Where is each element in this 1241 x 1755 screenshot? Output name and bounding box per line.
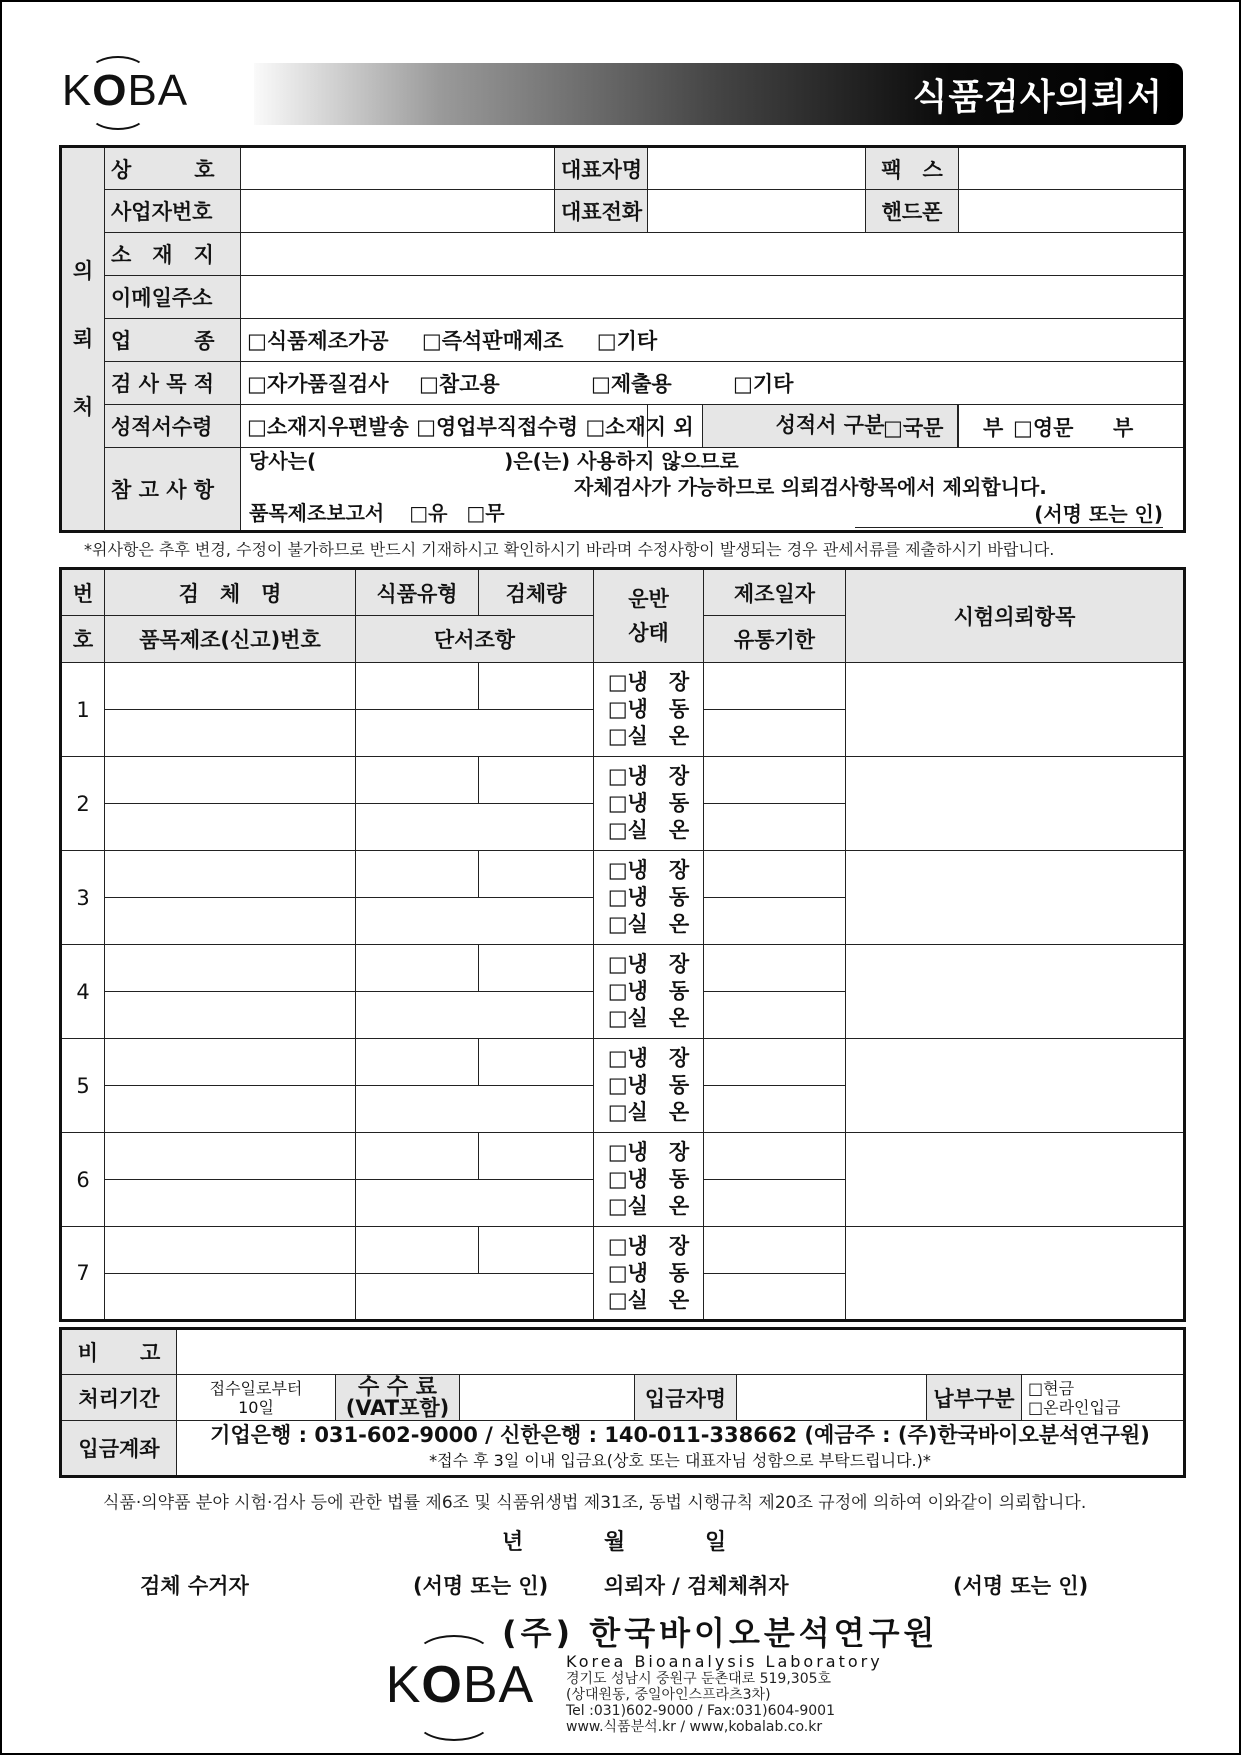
checkbox-industry-other[interactable]: □기타 (596, 329, 658, 353)
mfg-date-field[interactable] (704, 757, 846, 804)
expiry-field[interactable] (704, 1274, 846, 1321)
date-year[interactable]: 년 (502, 1530, 524, 1555)
checkbox-room-temp[interactable]: □실 온 (607, 818, 690, 842)
quantity-field[interactable] (479, 1133, 594, 1180)
label-industry: 업 종 (105, 319, 241, 362)
email-field[interactable] (241, 276, 1185, 319)
label-rep-phone: 대표전화 (555, 190, 648, 233)
sample-row (61, 1227, 1185, 1274)
report-no-field[interactable] (105, 1180, 356, 1227)
sample-number: 7 (61, 1227, 105, 1321)
report-no-field[interactable] (105, 710, 356, 757)
report-no-field[interactable] (105, 992, 356, 1039)
checkbox-food-manufacturing[interactable]: □식품제조가공 (247, 329, 389, 353)
sample-name-field[interactable] (105, 757, 356, 804)
logo-text: KOBA (61, 66, 189, 115)
checkbox-refrigerated[interactable]: □냉 장 (607, 952, 690, 976)
samples-table (59, 567, 1186, 1322)
logo-arc-bottom (90, 100, 146, 130)
quantity-field[interactable] (479, 757, 594, 804)
food-type-field[interactable] (356, 945, 479, 992)
requester-signature[interactable]: (서명 또는 인) (953, 1574, 1089, 1598)
fax-field[interactable] (959, 147, 1185, 190)
legal-statement: 식품·의약품 분야 시험·검사 등에 관한 법률 제6조 및 식품위생법 제31조, 동법 시행규칙 제20조 규정에 의하여 이와같이 의뢰합니다. (103, 1493, 1087, 1513)
header-quantity: 검체량 (479, 569, 594, 616)
clause-field[interactable] (356, 992, 594, 1039)
test-items-field[interactable] (846, 1039, 1185, 1133)
rep-phone-field[interactable] (648, 190, 866, 233)
label-report-receipt: 성적서수령 (105, 405, 241, 448)
header-clause: 단서조항 (356, 616, 594, 663)
fee-field[interactable] (460, 1375, 635, 1421)
mfg-date-field[interactable] (704, 851, 846, 898)
sample-number: 3 (61, 851, 105, 945)
label-report-type: 성적서 구분 (702, 405, 958, 447)
checkbox-cash[interactable]: □현금 (1028, 1378, 1075, 1398)
sample-name-field[interactable] (105, 1039, 356, 1086)
label-fax: 팩 스 (866, 147, 959, 190)
checkbox-room-temp[interactable]: □실 온 (607, 724, 690, 748)
label-company: 상 호 (105, 147, 241, 190)
expiry-field[interactable] (704, 710, 846, 757)
storage-options (594, 945, 704, 1039)
checkbox-reference[interactable]: □참고용 (419, 372, 500, 396)
page-title: 식품검사의뢰서 (912, 77, 1163, 118)
clause-field[interactable] (356, 804, 594, 851)
header-mfg-date: 제조일자 (704, 569, 846, 616)
food-type-field[interactable] (356, 1039, 479, 1086)
checkbox-report-yes[interactable]: □유 (409, 501, 448, 525)
quantity-field[interactable] (479, 1039, 594, 1086)
sample-number: 1 (61, 663, 105, 757)
payment-type-options (1022, 1375, 1185, 1421)
expiry-field[interactable] (704, 1086, 846, 1133)
remarks-field[interactable] (177, 1329, 1185, 1375)
company-name: (주) 한국바이오분석연구원 (502, 1614, 939, 1652)
sample-row (61, 663, 1185, 710)
title-banner (254, 63, 1183, 125)
mfg-date-field[interactable] (704, 1227, 846, 1274)
company-address-2: (상대원동, 중일아인스프라츠3차) (566, 1687, 771, 1703)
sample-name-field[interactable] (105, 663, 356, 710)
expiry-field[interactable] (704, 992, 846, 1039)
checkbox-frozen[interactable]: □냉 동 (607, 1073, 690, 1097)
industry-options (241, 319, 1185, 362)
logo-text: KOBA (385, 1656, 535, 1714)
depositor-field[interactable] (737, 1375, 927, 1421)
account-info: 기업은행 : 031-602-9000 / 신한은행 : 140-011-338662 (예금주 : (주)한국바이오분석연구원) *접수 후 3일 이내 입금요(상호 또는 대표자님 성함으로 부탁드립니다.)* (177, 1421, 1185, 1477)
checkbox-refrigerated[interactable]: □냉 장 (607, 1140, 690, 1164)
clause-field[interactable] (356, 710, 594, 757)
sample-row (61, 1039, 1185, 1086)
clause-field[interactable] (356, 1180, 594, 1227)
purpose-options (241, 362, 1185, 405)
sample-name-field[interactable] (105, 1133, 356, 1180)
mfg-date-field[interactable] (704, 1039, 846, 1086)
client-info-table (59, 145, 1186, 533)
notes-field: 당사는( )은(는) 사용하지 않으므로 자체검사가 가능하므로 의뢰검사항목에서 제외합니다. 품목제조보고서 □유 □무 (서명 또는 인) (241, 448, 1185, 532)
sample-number: 2 (61, 757, 105, 851)
change-notice: *위사항은 추후 변경, 수정이 불가하므로 반드시 기재하시고 확인하시기 바라며 수정사항이 발생되는 경우 관세서류를 제출하시기 바랍니다. (84, 540, 1055, 559)
storage-options (594, 1133, 704, 1227)
company-info (502, 1608, 938, 1735)
food-type-field[interactable] (356, 851, 479, 898)
label-account: 입금계좌 (61, 1421, 177, 1477)
checkbox-refrigerated[interactable]: □냉 장 (607, 1046, 690, 1070)
quantity-field[interactable] (479, 1227, 594, 1274)
sample-number: 6 (61, 1133, 105, 1227)
food-type-field[interactable] (356, 663, 479, 710)
company-contact: Tel :031)602-9000 / Fax:031)604-9001 (566, 1703, 835, 1719)
header-food-type: 식품유형 (356, 569, 479, 616)
report-no-field[interactable] (105, 804, 356, 851)
rep-name-field[interactable] (648, 147, 866, 190)
report-no-field[interactable] (105, 898, 356, 945)
test-items-field[interactable] (846, 945, 1185, 1039)
quantity-field[interactable] (479, 945, 594, 992)
mobile-field[interactable] (959, 190, 1185, 233)
collector-signature[interactable]: (서명 또는 인) (413, 1574, 549, 1598)
signature-line[interactable]: (서명 또는 인) (855, 501, 1163, 528)
report-no-field[interactable] (105, 1274, 356, 1321)
storage-options (594, 663, 704, 757)
food-type-field[interactable] (356, 1133, 479, 1180)
collector-label: 검체 수거자 (140, 1574, 249, 1598)
sample-name-field[interactable] (105, 945, 356, 992)
storage-options (594, 1227, 704, 1321)
header-no-top: 번 (61, 569, 105, 616)
checkbox-submission[interactable]: □제출용 (591, 372, 672, 396)
mfg-date-field[interactable] (704, 663, 846, 710)
quantity-field[interactable] (479, 663, 594, 710)
checkbox-room-temp[interactable]: □실 온 (607, 1100, 690, 1124)
checkbox-room-temp[interactable]: □실 온 (607, 912, 690, 936)
checkbox-mail[interactable]: □소재지우편발송 (247, 415, 409, 439)
checkbox-other-location[interactable]: □소재지 외 (585, 415, 694, 439)
company-field[interactable] (241, 147, 555, 190)
checkbox-online[interactable]: □온라인입금 (1028, 1397, 1121, 1417)
label-fee: 수 수 료 (VAT포함) (336, 1375, 460, 1421)
clause-field[interactable] (356, 898, 594, 945)
payment-table (59, 1327, 1186, 1478)
client-section-label: 의 뢰 처 (61, 147, 105, 532)
label-remarks: 비 고 (61, 1329, 177, 1375)
label-purpose: 검 사 목 적 (105, 362, 241, 405)
checkbox-frozen[interactable]: □냉 동 (607, 1167, 690, 1191)
date-month[interactable]: 월 (604, 1530, 626, 1555)
company-name-en: Korea Bioanalysis Laboratory (566, 1652, 883, 1671)
receipt-options (241, 405, 694, 448)
checkbox-frozen[interactable]: □냉 동 (607, 697, 690, 721)
checkbox-frozen[interactable]: □냉 동 (607, 791, 690, 815)
mfg-date-field[interactable] (704, 1133, 846, 1180)
checkbox-english[interactable]: □영문 (1013, 416, 1074, 440)
label-depositor: 입금자명 (635, 1375, 737, 1421)
label-address: 소 재 지 (105, 233, 241, 276)
checkbox-frozen[interactable]: □냉 동 (607, 979, 690, 1003)
test-items-field[interactable] (846, 663, 1185, 757)
checkbox-refrigerated[interactable]: □냉 장 (607, 764, 690, 788)
checkbox-direct-pickup[interactable]: □영업부직접수령 (416, 415, 578, 439)
header-sample-name: 검 체 명 (105, 569, 356, 616)
sample-number: 5 (61, 1039, 105, 1133)
food-type-field[interactable] (356, 757, 479, 804)
checkbox-frozen[interactable]: □냉 동 (607, 1260, 690, 1285)
checkbox-purpose-other[interactable]: □기타 (733, 372, 794, 396)
sample-row (61, 757, 1185, 804)
biz-no-field[interactable] (241, 190, 555, 233)
checkbox-room-temp[interactable]: □실 온 (607, 1194, 690, 1218)
header-transport: 운반 상태 (594, 569, 704, 663)
company-web: www.식품분석.kr / www,kobalab.co.kr (566, 1719, 823, 1735)
address-field[interactable] (241, 233, 1185, 276)
clause-field[interactable] (356, 1274, 594, 1321)
test-items-field[interactable] (846, 1227, 1185, 1321)
sample-row (61, 851, 1185, 898)
logo-arc-bottom (416, 1701, 492, 1741)
sample-row (61, 945, 1185, 992)
company-address-1: 경기도 성남시 중원구 둔촌대로 519,305호 (566, 1671, 832, 1687)
storage-options (594, 1039, 704, 1133)
mfg-date-field[interactable] (704, 945, 846, 992)
checkbox-report-no[interactable]: □무 (466, 501, 505, 525)
sample-row (61, 1133, 1185, 1180)
storage-options (594, 757, 704, 851)
koba-logo (60, 56, 190, 126)
checkbox-self-quality[interactable]: □자가품질검사 (247, 372, 389, 396)
expiry-field[interactable] (704, 804, 846, 851)
label-email: 이메일주소 (105, 276, 241, 319)
header-no-bottom: 호 (61, 616, 105, 663)
label-biz-no: 사업자번호 (105, 190, 241, 233)
label-payment-type: 납부구분 (927, 1375, 1022, 1421)
label-mobile: 핸드폰 (866, 190, 959, 233)
test-items-field[interactable] (846, 1133, 1185, 1227)
checkbox-refrigerated[interactable]: □냉 장 (607, 670, 690, 694)
food-type-field[interactable] (356, 1227, 479, 1274)
label-processing: 처리기간 (61, 1375, 177, 1421)
sample-number: 4 (61, 945, 105, 1039)
header-expiry: 유통기한 (704, 616, 846, 663)
processing-value: 접수일로부터 10일 (177, 1375, 336, 1421)
checkbox-room-temp[interactable]: □실 온 (607, 1006, 690, 1030)
quantity-field[interactable] (479, 851, 594, 898)
test-items-field[interactable] (846, 851, 1185, 945)
label-notes: 참 고 사 항 (105, 448, 241, 532)
header-test-items: 시험의뢰항목 (846, 569, 1185, 663)
expiry-field[interactable] (704, 898, 846, 945)
checkbox-refrigerated[interactable]: □냉 장 (607, 1233, 690, 1258)
checkbox-room-temp[interactable]: □실 온 (607, 1287, 690, 1312)
checkbox-refrigerated[interactable]: □냉 장 (607, 858, 690, 882)
header-report-no: 품목제조(신고)번호 (105, 616, 356, 663)
report-no-field[interactable] (105, 1086, 356, 1133)
test-items-field[interactable] (846, 757, 1185, 851)
sample-name-field[interactable] (105, 1227, 356, 1274)
clause-field[interactable] (356, 1086, 594, 1133)
sample-name-field[interactable] (105, 851, 356, 898)
report-type-option-row: □국문 부 □영문 부 (883, 412, 1183, 442)
label-rep-name: 대표자명 (555, 147, 648, 190)
checkbox-frozen[interactable]: □냉 동 (607, 885, 690, 909)
requester-label: 의뢰자 / 검체체취자 (604, 1574, 789, 1598)
date-day[interactable]: 일 (705, 1530, 727, 1555)
expiry-field[interactable] (704, 1180, 846, 1227)
checkbox-instant-sale[interactable]: □즉석판매제조 (421, 329, 564, 353)
checkbox-korean-copy[interactable]: □국문 (883, 416, 944, 440)
storage-options (594, 851, 704, 945)
